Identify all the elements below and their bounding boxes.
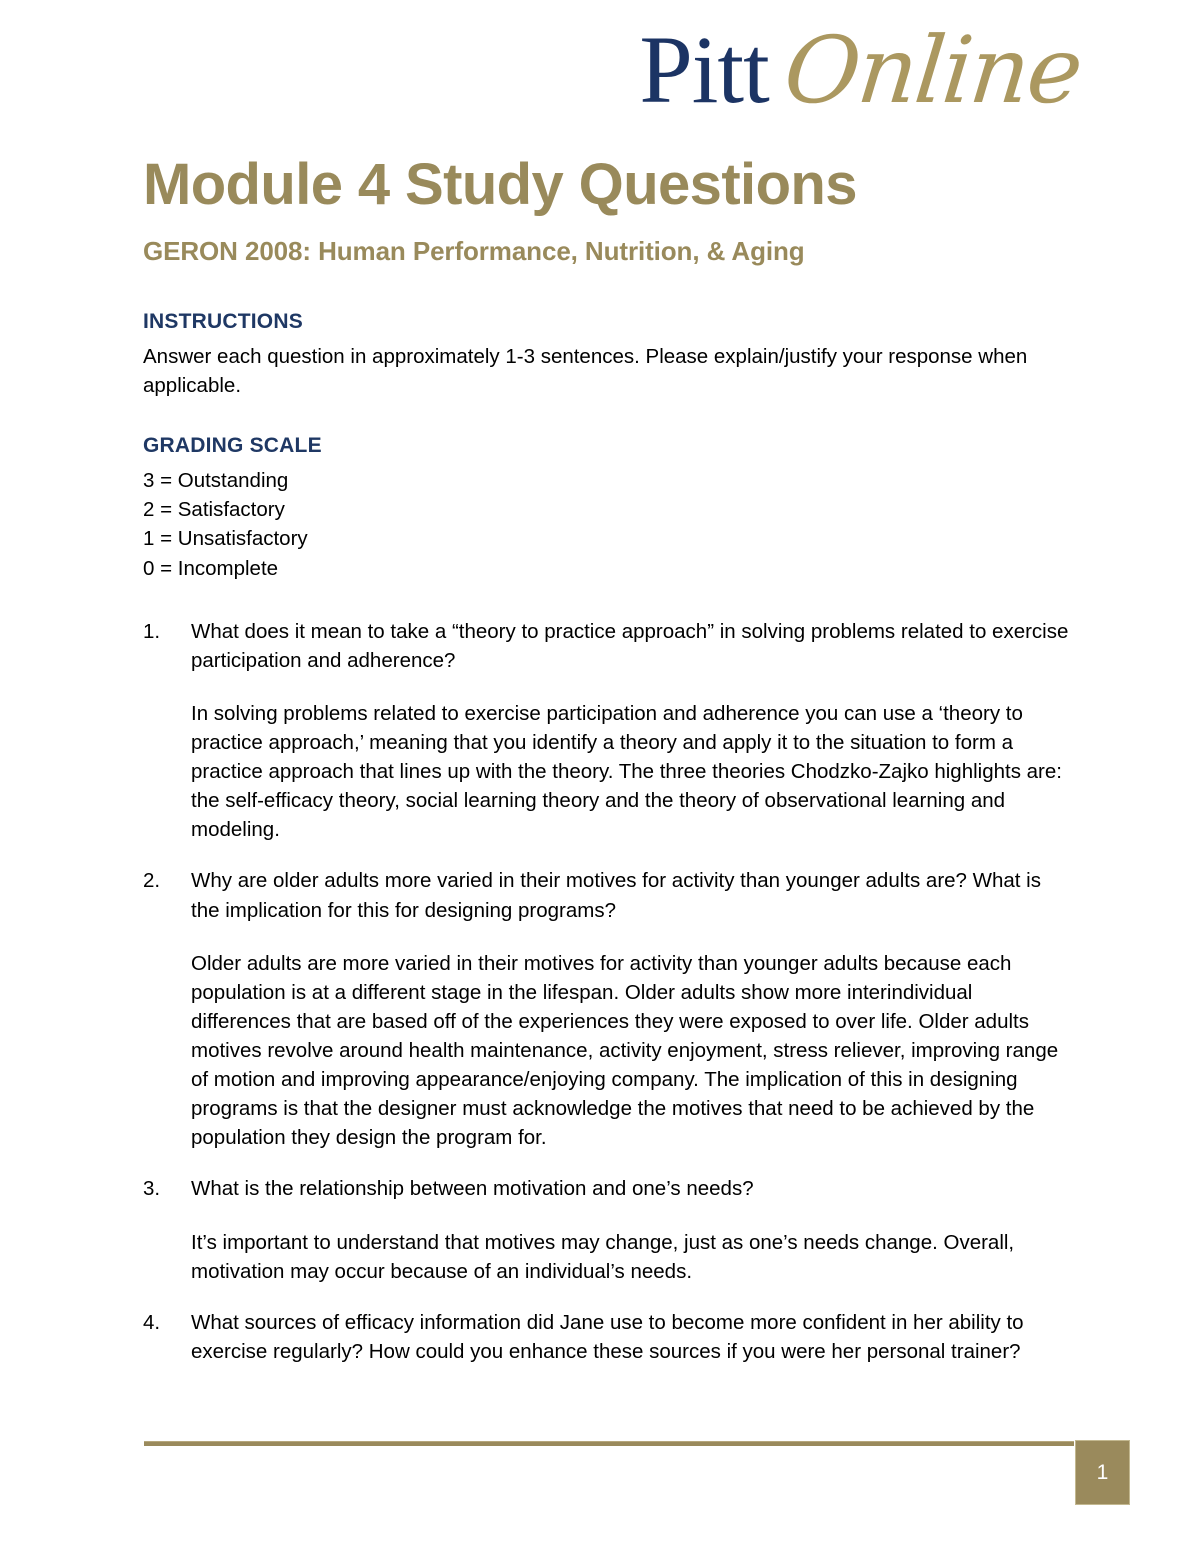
spacer [143,1286,1073,1308]
list-item [143,866,1073,1152]
question-prompt: What does it mean to take a “theory to practice approach” in solving problems related to exercise participation and adherence? [191,619,1069,672]
question-number: 4. [143,1310,161,1334]
spacer [143,583,1073,617]
question-number: 1. [143,619,161,643]
question-answer: In solving problems related to exercise participation and adherence you can use a ‘theory to practice approach,’ meaning that you identify a theory and apply it to the situation to form a practice approach that lines up with the theory. The three theories Chodzko-Zajko highlights are: the self-efficacy theory, social learning theory and the theory of observational learning and modeling. [191,701,1062,842]
document-body [143,310,1073,1366]
question-number: 2. [143,869,161,893]
logo-word-pitt: Pitt [639,16,769,123]
question-answer: Older adults are more varied in their motives for activity than younger adults because each population is at a different stage in the lifespan. Older adults show more interindividual differences that are based off of the experiences they were exposed to over life. Older adults motives revolve around health maintenance, activity enjoyment, stress reliever, improving range of motion and improving appearance/enjoying company. The implication of this in designing programs is that the designer must acknowledge the motives that need to be achieved by the population they design the program for. [191,951,1059,1150]
page-number-badge: 1 [1075,1440,1130,1505]
list-item [143,1174,1073,1285]
grading-scale-item-2: 2 = Satisfactory [143,498,285,522]
list-item [143,1308,1073,1366]
grading-scale-item-3: 3 = Outstanding [143,469,289,493]
question-prompt: Why are older adults more varied in their motives for activity than younger adults are? What is the implication for this for designing programs? [191,869,1041,922]
question-prompt: What sources of efficacy information did Jane use to become more confident in her ability to exercise regularly? How could you enhance these sources if you were her personal trainer? [191,1310,1024,1363]
spacer [143,1152,1073,1174]
spacer [143,844,1073,866]
question-answer: It’s important to understand that motives may change, just as one’s needs change. Overall, motivation may occur because of an individual’s needs. [191,1230,1015,1283]
instructions-text: Answer each question in approximately 1-3 sentences. Please explain/justify your response when applicable. [143,345,1028,398]
grading-scale-heading: GRADING SCALE [143,434,322,458]
logo-word-online: Online [779,17,1086,124]
footer-divider [144,1441,1074,1446]
page-title: Module 4 Study Questions [143,152,857,217]
grading-scale-item-1: 1 = Unsatisfactory [143,527,308,551]
question-number: 3. [143,1177,161,1201]
list-item [143,617,1073,845]
spacer [143,400,1073,434]
pitt-online-logo [639,16,1086,124]
grading-scale-item-0: 0 = Incomplete [143,556,279,580]
instructions-heading: INSTRUCTIONS [143,310,303,333]
question-prompt: What is the relationship between motivation and one’s needs? [191,1177,754,1201]
question-list [143,617,1073,1366]
page-subtitle: GERON 2008: Human Performance, Nutrition, & Aging [143,236,805,266]
